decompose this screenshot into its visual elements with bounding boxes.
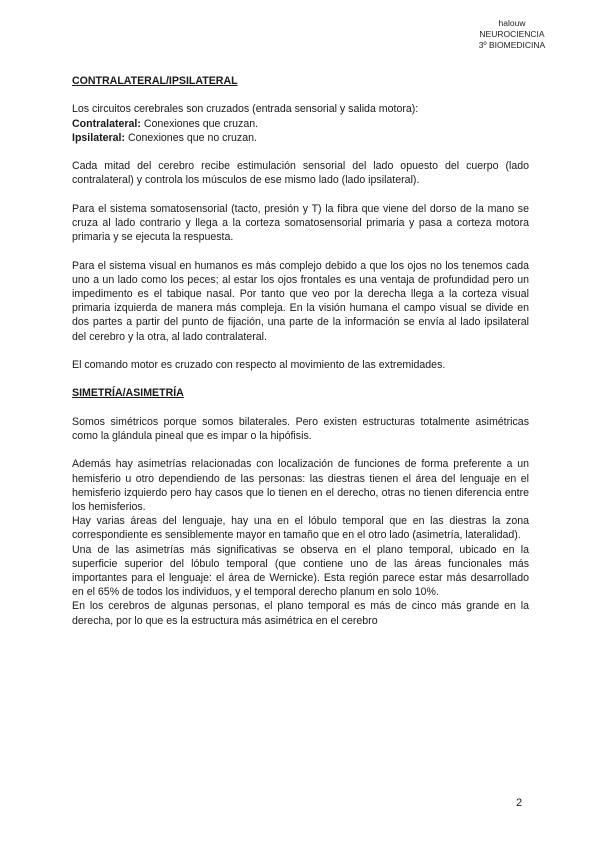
paragraph-language-areas: Hay varias áreas del lenguaje, hay una en el lóbulo temporal que en las diestras la zona correspondiente es sensiblemente mayor en tamaño que en el otro lado (asimetría, lateralidad).: [72, 515, 529, 542]
header-author: halouw: [498, 18, 526, 28]
page-header: [452, 18, 572, 51]
term-contralateral: Contralateral:: [72, 117, 141, 130]
paragraph-somatosensory: Para el sistema somatosensorial (tacto, presión y T) la fibra que viene del dorso de la mano se cruza al lado contrario y llega a la corteza somatosensorial primaria y pasa a corteza motora primaria y se ejecuta la respuesta.: [72, 202, 529, 244]
def-contralateral: Conexiones que cruzan.: [140, 117, 259, 130]
paragraph-most-asymmetric: En los cerebros de algunas personas, el plano temporal es más de cinco más grande en la derecha, por lo que es la estructura más asimétrica en el cerebro: [72, 600, 529, 627]
section-title-contralateral: CONTRALATERAL/IPSILATERAL: [72, 75, 238, 87]
definition-ipsilateral: [72, 131, 529, 145]
paragraph-bilateral: Somos simétricos porque somos bilaterales. Pero existen estructuras totalmente asimétricas como la glándula pineal que es impar o la hipófisis.: [72, 415, 529, 442]
paragraph-asymmetry-functions: Además hay asimetrías relacionadas con localización de funciones de forma preferente a un hemisferio u otro dependiendo de las personas: las diestras tienen el área del lenguaje en el hemisferio izquierdo pero hay casos que lo tienen en el derecho, otras no tienen diferencia entre los hemisferios.: [72, 458, 529, 513]
header-course: 3º BIOMEDICINA: [478, 40, 546, 50]
section-title-symmetry: SIMETRÍA/ASIMETRÍA: [72, 387, 184, 400]
document-body: [72, 74, 529, 628]
def-ipsilateral: Conexiones que no cruzan.: [125, 131, 257, 144]
term-ipsilateral: Ipsilateral:: [72, 131, 125, 144]
paragraph-visual-system: Para el sistema visual en humanos es más complejo debido a que los ojos no los tenemos cada uno a un lado como los peces; al estar los ojos frontales es una ventaja de profundidad pero un impedimento es el tabique nasal. Por tanto que veo por la derecha llega a la corteza visual primaria izquierda de manera más compleja. En la visión humana el campo visual se divide en dos partes a partir del punto de fijación, una parte de la información se envía al lado ipsilateral del cerebro y la otra, al lado contralateral.: [72, 259, 529, 343]
paragraph-planum-temporale: Una de las asimetrías más significativas se observa en el plano temporal, ubicado en la superficie superior del lóbulo temporal (que contiene uno de las áreas funcionales más importantes para el lenguaje: el área de Wernicke). Esta región parece estar más desarrollado en el 65% de todos los individuos, y el temporal derecho planum en solo 10%.: [72, 543, 529, 599]
paragraph-motor-command: El comando motor es cruzado con respecto al movimiento de las extremidades.: [72, 358, 446, 371]
header-subject: NEUROCIENCIA: [479, 29, 545, 39]
page-number: 2: [516, 797, 523, 809]
paragraph-hemisphere-stimulation: Cada mitad del cerebro recibe estimulación sensorial del lado opuesto del cuerpo (lado contralateral) y controla los músculos de ese mismo lado (lado ipsilateral).: [72, 160, 529, 187]
definition-contralateral: [72, 117, 529, 131]
intro-paragraph: Los circuitos cerebrales son cruzados (entrada sensorial y salida motora):: [72, 103, 419, 116]
